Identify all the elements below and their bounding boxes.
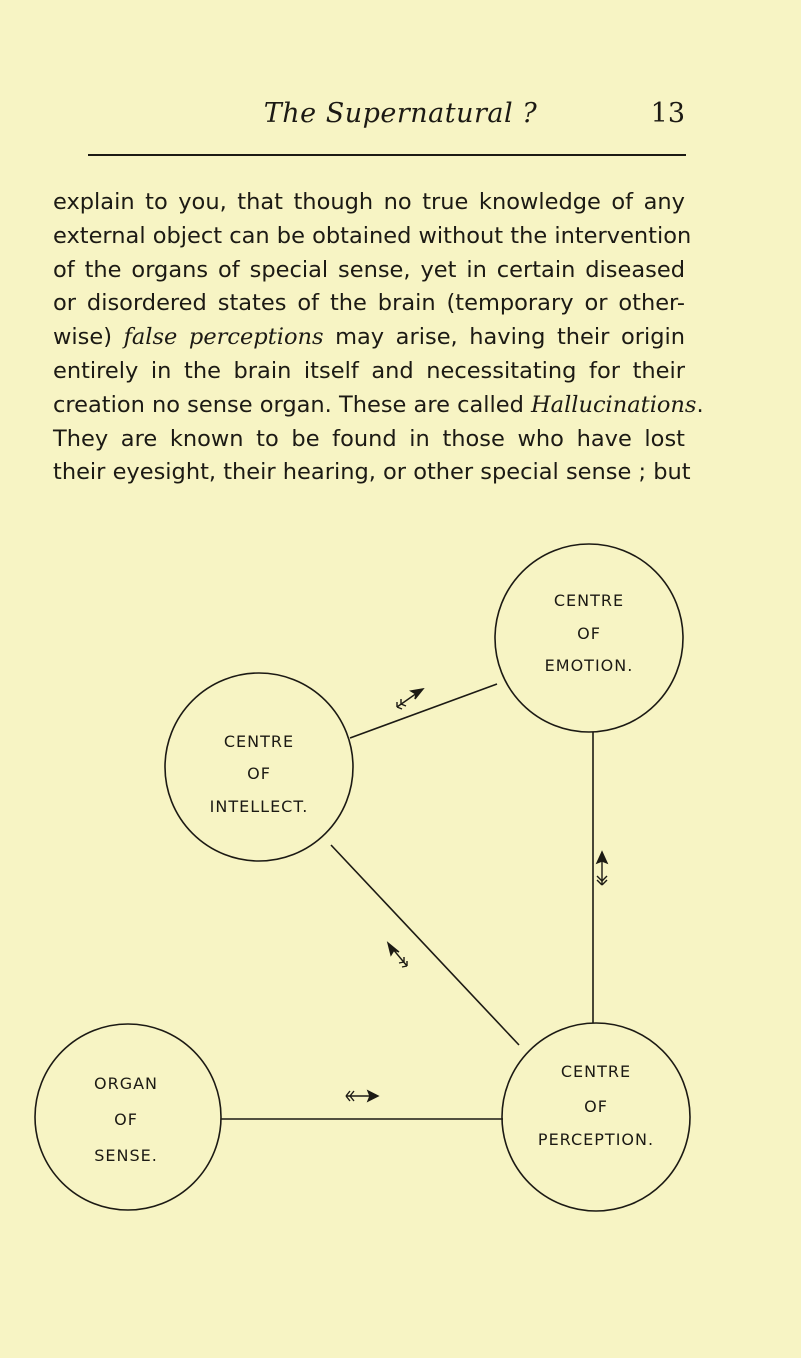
text-line: or disordered states of the brain (temporary or other- bbox=[53, 290, 685, 317]
arrow-right-icon bbox=[346, 1091, 378, 1101]
intellect-label-line3: INTELLECT. bbox=[209, 797, 309, 816]
arrow-up-icon bbox=[597, 852, 607, 885]
text-line: external object can be obtained without the intervention bbox=[53, 222, 692, 249]
arrow-up-left-icon bbox=[388, 943, 407, 967]
organ-label-line2: OF bbox=[114, 1110, 138, 1129]
line-perception-to-intellect bbox=[331, 845, 519, 1045]
intellect-label-line2: OF bbox=[247, 764, 271, 783]
running-title: The Supernatural ? bbox=[263, 98, 538, 129]
text-segment: . bbox=[696, 391, 704, 418]
text-line: of the organs of special sense, yet in certain diseased bbox=[53, 256, 685, 283]
emphasis-hallucinations: Hallucinations bbox=[531, 391, 697, 418]
perception-label-line2: OF bbox=[584, 1097, 608, 1116]
organ-label-line1: ORGAN bbox=[93, 1074, 159, 1093]
perception-label-line3: PERCEPTION. bbox=[537, 1130, 655, 1149]
text-segment: creation no sense organ. These are called bbox=[53, 391, 532, 418]
perception-label-line1: CENTRE bbox=[560, 1062, 632, 1081]
page-number: 13 bbox=[650, 98, 685, 129]
organ-label-line3: SENSE. bbox=[94, 1146, 158, 1165]
emotion-label-line3: EMOTION. bbox=[544, 656, 634, 675]
emphasis-false-perceptions: false perceptions bbox=[123, 324, 324, 351]
text-line: They are known to be found in those who have lost bbox=[53, 425, 685, 452]
emotion-label-line1: CENTRE bbox=[553, 591, 625, 610]
text-segment: wise) bbox=[53, 324, 124, 351]
text-segment: may arise, having their origin bbox=[323, 324, 686, 351]
emotion-label-line2: OF bbox=[577, 624, 601, 643]
text-line: entirely in the brain itself and necessitating for their bbox=[53, 357, 685, 384]
arrow-up-right-icon bbox=[397, 689, 423, 709]
line-intellect-to-emotion bbox=[350, 684, 497, 738]
text-line: explain to you, that though no true knowledge of any bbox=[53, 189, 685, 215]
intellect-label-line1: CENTRE bbox=[223, 732, 295, 751]
text-line: their eyesight, their hearing, or other special sense ; but bbox=[53, 459, 691, 486]
perception-circle bbox=[502, 1023, 690, 1211]
